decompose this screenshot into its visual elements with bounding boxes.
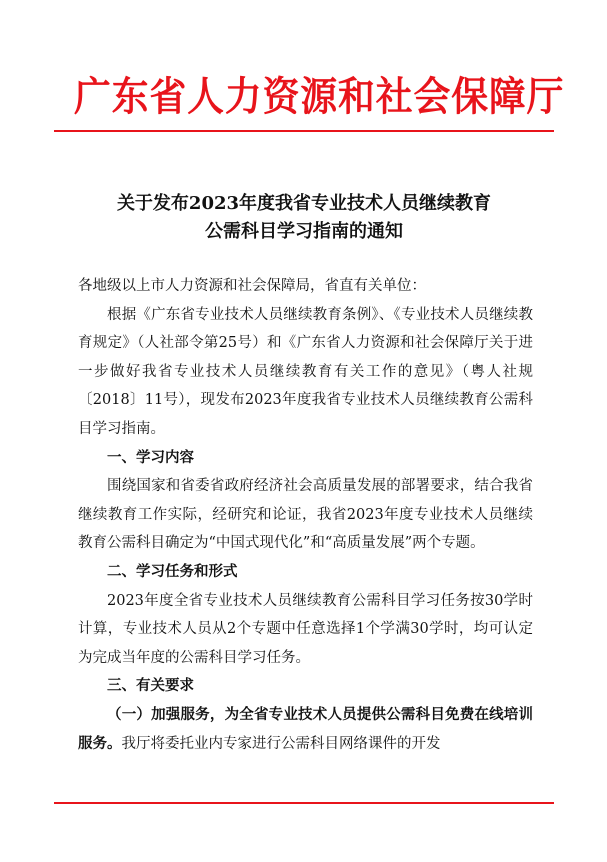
section-paragraph-3: [78, 701, 533, 758]
item-1-bold-lead: （一）加强服务，为全省专业技术人员提供公需科目免费在线培训服务。: [78, 705, 533, 752]
section-paragraph-1: 围绕国家和省委省政府经济社会高质量发展的部署要求，结合我省继续教育工作实际，经研究和论证，我省2023年度专业技术人员继续教育公需科目确定为“中国式现代化”和“高质量发展”两个专题。: [78, 478, 533, 552]
masthead-divider: [54, 130, 554, 132]
section-paragraph-2: 2023年度全省专业技术人员继续教育公需科目学习任务按30学时计算，专业技术人员从2个专题中任意选择1个学满30学时，均可认定为完成当年度的公需科目学习任务。: [78, 592, 533, 666]
masthead-title: 广东省人力资源和社会保障厅: [74, 73, 565, 120]
document-title: [54, 190, 554, 246]
section-heading-1: 一、学习内容: [107, 449, 194, 466]
item-1-text: 我厅将委托业内专家进行公需科目网络课件的开发: [121, 735, 441, 752]
section-heading-2: 二、学习任务和形式: [107, 563, 238, 580]
title-line-1: 关于发布2023年度我省专业技术人员继续教育: [116, 193, 492, 214]
salutation: 各地级以上市人力资源和社会保障局，省直有关单位：: [78, 278, 426, 294]
document-body: [78, 272, 533, 758]
intro-paragraph: 根据《广东省专业技术人员继续教育条例》、《专业技术人员继续教育规定》（人社部令第25号）和《广东省人力资源和社会保障厅关于进一步做好我省专业技术人员继续教育有关工作的意见》（粤人社规〔2018〕11号），现发布2023年度我省专业技术人员继续教育公需科目学习指南。: [78, 306, 533, 437]
title-line-2: 公需科目学习指南的通知: [205, 221, 403, 242]
section-heading-3: 三、有关要求: [107, 678, 194, 695]
footer-divider: [54, 802, 554, 804]
